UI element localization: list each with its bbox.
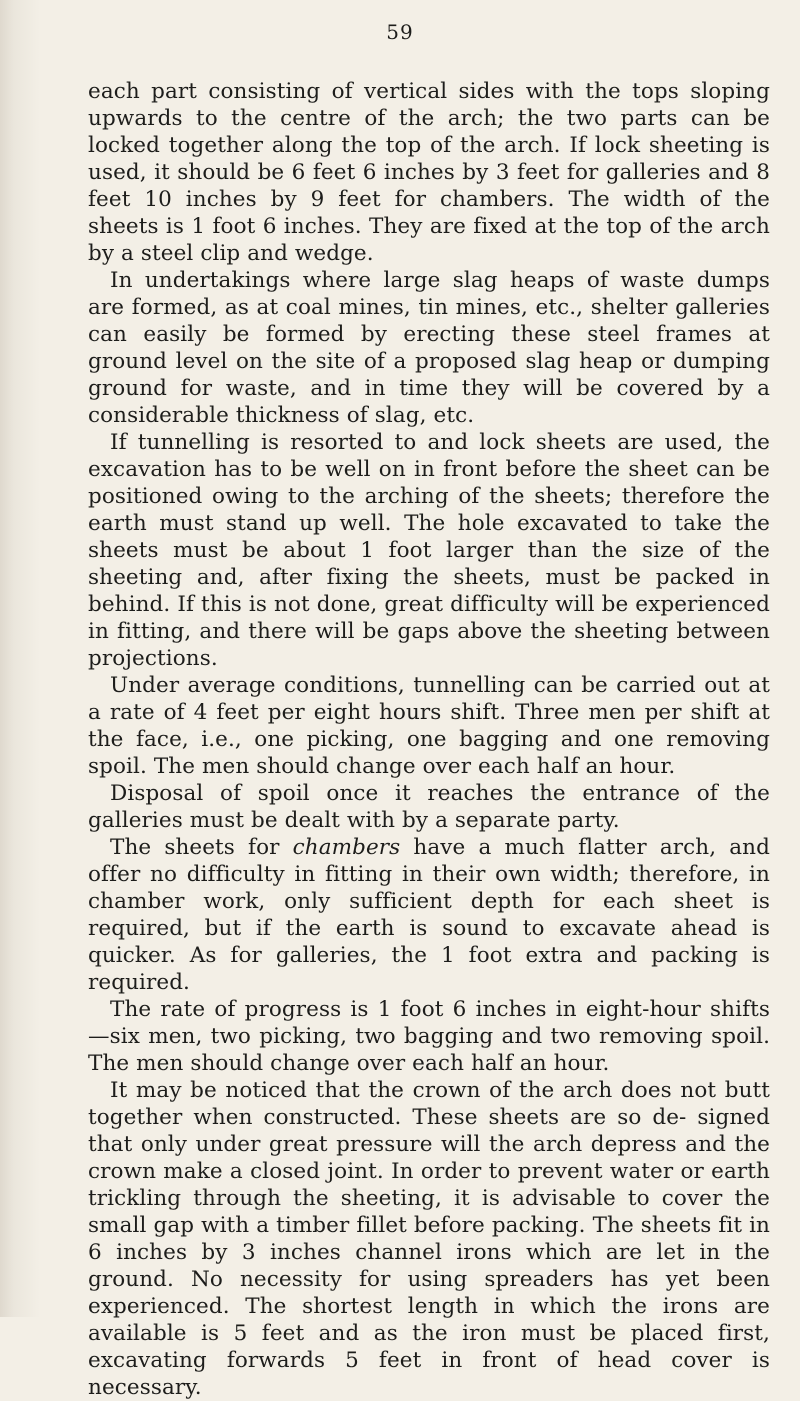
- chambers-text-after: have a much flatter arch, and offer no difficulty in fitting in their own width; therefore, in chamber work, only sufficient depth for each sheet is required, but if the earth is sound to excavate ahead is quicker. As for galleries, the 1 foot extra and packing is required.: [88, 835, 770, 995]
- body-text: [88, 78, 770, 1401]
- paragraph-crown-joint: It may be noticed that the crown of the arch does not butt together when constructed. These sheets are so de- signed that only under great pressure will the arch depress and the crown make a closed joint. In order to prevent water or earth trickling through the sheeting, it is advisable to cover the small gap with a timber fillet before packing. The sheets fit in 6 inches by 3 inches channel irons which are let in the ground. No necessity for using spreaders has yet been experienced. The shortest length in which the irons are available is 5 feet and as the iron must be placed first, excavating forwards 5 feet in front of head cover is necessary.: [88, 1078, 770, 1400]
- paragraph-spoil-disposal: Disposal of spoil once it reaches the entrance of the galleries must be dealt with by a separate party.: [88, 781, 770, 833]
- paragraph-rate-of-work: Under average conditions, tunnelling can be carried out at a rate of 4 feet per eight hours shift. Three men per shift at the face, i.e., one picking, one bagging and one removing spoil. The men should change over each half an hour.: [88, 673, 770, 779]
- paragraph-tunnelling: If tunnelling is resorted to and lock sheets are used, the excavation has to be well on in front before the sheet can be positioned owing to the arching of the sheets; therefore the earth must stand up well. The hole excavated to take the sheets must be about 1 foot larger than the size of the sheeting and, after fixing the sheets, must be packed in behind. If this is not done, great difficulty will be experienced in fitting, and there will be gaps above the sheeting between projections.: [88, 430, 770, 671]
- paragraph-arch-sheets: each part consisting of vertical sides with the tops sloping upwards to the centre of the arch; the two parts can be locked together along the top of the arch. If lock sheeting is used, it should be 6 feet 6 inches by 3 feet for galleries and 8 feet 10 inches by 9 feet for chambers. The width of the sheets is 1 foot 6 inches. They are fixed at the top of the arch by a steel clip and wedge.: [88, 79, 770, 266]
- chambers-emphasis: chambers: [292, 835, 401, 860]
- chambers-text-before: The sheets for: [110, 835, 293, 860]
- paragraph-chambers: [88, 834, 770, 996]
- paragraph-progress-rate: The rate of progress is 1 foot 6 inches in eight-hour shifts —six men, two picking, two bagging and two removing spoil. The men should change over each half an hour.: [88, 997, 770, 1076]
- page-number: 59: [386, 20, 414, 44]
- paragraph-slag-heaps: In undertakings where large slag heaps of waste dumps are formed, as at coal mines, tin mines, etc., shelter galleries can easily be formed by erecting these steel frames at ground level on the site of a proposed slag heap or dumping ground for waste, and in time they will be covered by a considerable thickness of slag, etc.: [88, 268, 770, 428]
